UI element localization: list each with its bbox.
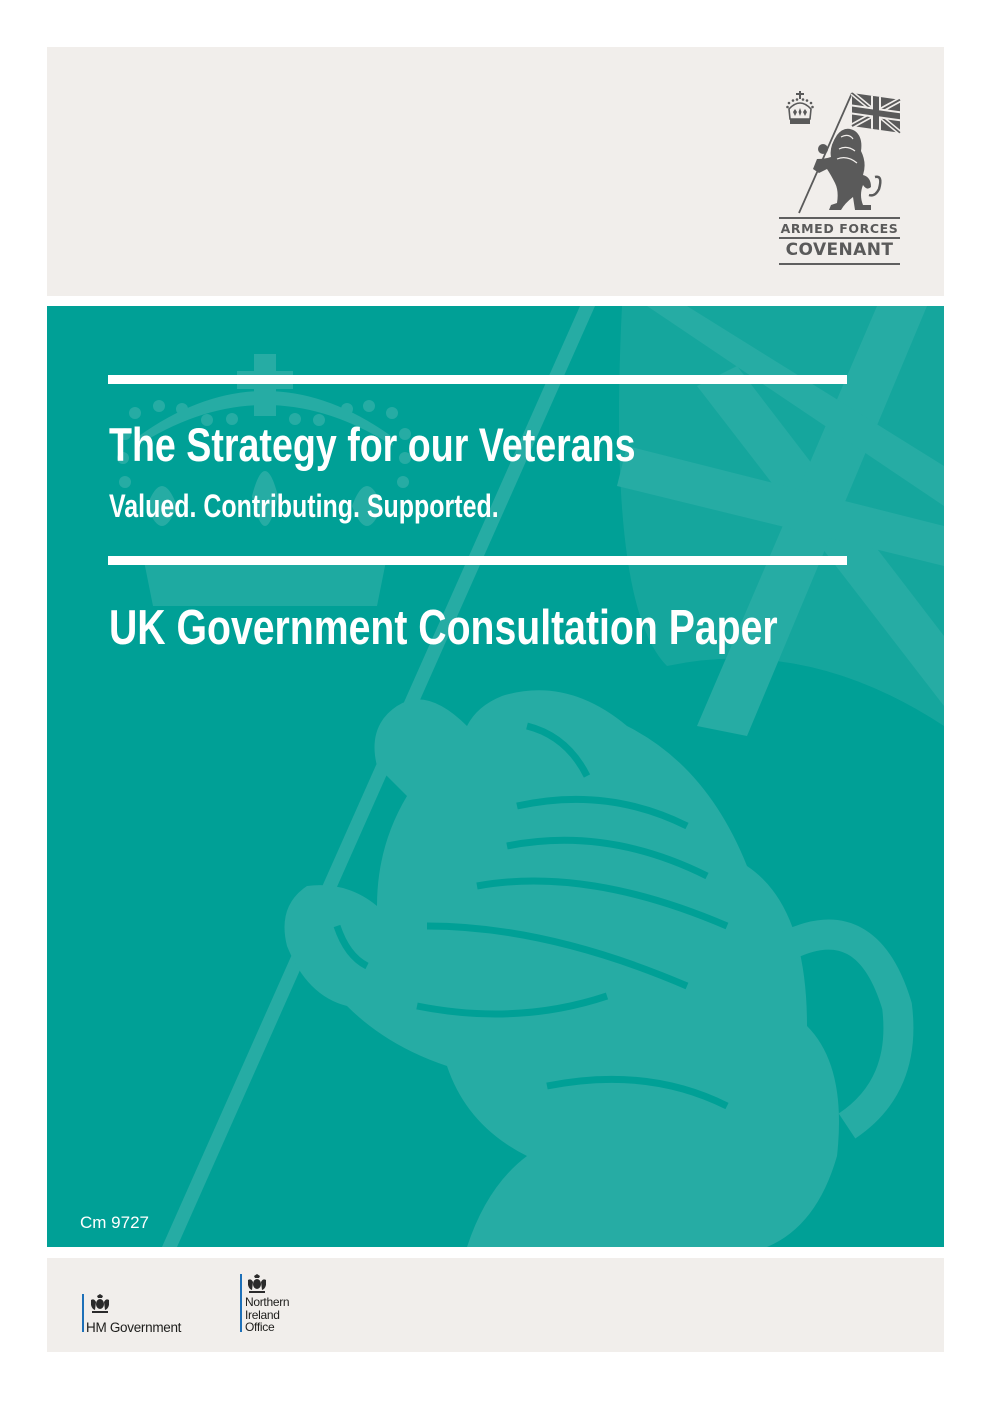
royal-coat-of-arms-icon xyxy=(246,1274,268,1294)
crown-watermark-icon xyxy=(117,354,411,606)
document-subtitle: Valued. Contributing. Supported. xyxy=(109,488,499,524)
logo-bar xyxy=(240,1274,242,1332)
crown-icon xyxy=(786,91,814,124)
command-paper-number: Cm 9727 xyxy=(80,1213,149,1232)
covenant-rule-top xyxy=(779,217,900,219)
hm-government-logo xyxy=(82,1294,212,1334)
northern-ireland-office-label: Northern Ireland Office xyxy=(245,1295,290,1334)
header-panel xyxy=(47,47,944,296)
footer-panel xyxy=(47,1258,944,1352)
title-rule-bottom xyxy=(108,556,847,565)
royal-coat-of-arms-icon xyxy=(89,1294,111,1314)
armed-forces-covenant-logo xyxy=(779,79,904,269)
covenant-rule-bottom xyxy=(779,263,900,265)
logo-bar xyxy=(82,1294,84,1332)
hm-government-label: HM Government xyxy=(86,1320,182,1335)
lion-with-union-flag-icon xyxy=(779,79,904,214)
union-flag-watermark-icon xyxy=(617,306,944,736)
document-type-heading: UK Government Consultation Paper xyxy=(109,601,778,655)
covenant-rule-middle xyxy=(779,237,900,239)
document-title: The Strategy for our Veterans xyxy=(109,418,636,471)
title-rule-top xyxy=(108,375,847,384)
cover-panel xyxy=(47,306,944,1247)
northern-ireland-office-logo xyxy=(240,1274,320,1336)
covenant-wordmark-line1: ARMED FORCES xyxy=(780,221,899,236)
covenant-wordmark-line2: COVENANT xyxy=(785,240,894,260)
